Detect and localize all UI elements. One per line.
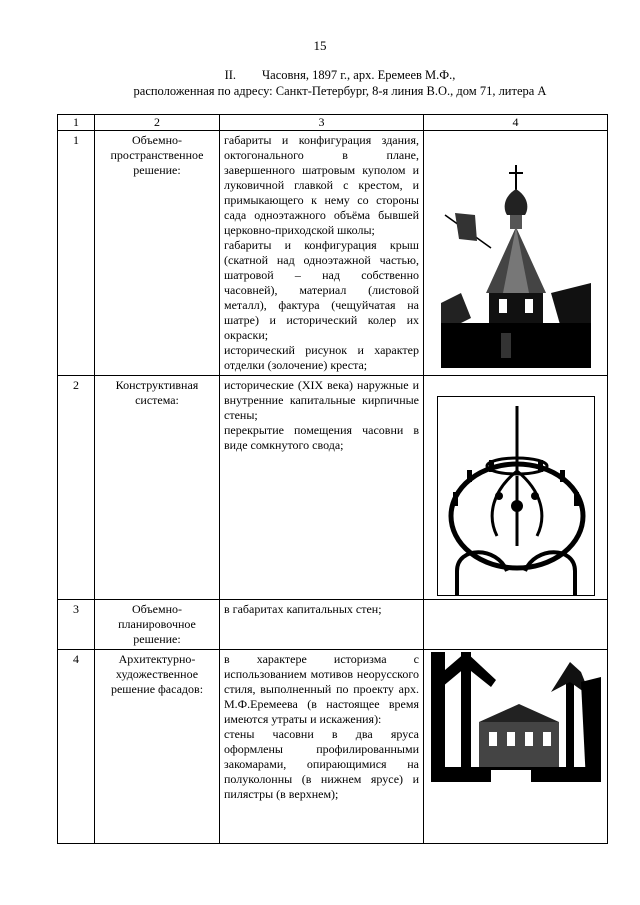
photo-cell bbox=[424, 376, 608, 600]
row-description bbox=[220, 600, 424, 650]
photo-cell bbox=[424, 650, 608, 844]
photo-cell bbox=[424, 131, 608, 376]
description-paragraph: габариты и конфигурация здания, октогонального в плане, завершенного шатровым куполом и луковичной главкой с крестом, и примыкающего к нему со стороны сада одноэтажного объёма бывшей церковно-приходской школы; bbox=[224, 133, 419, 237]
heading-title: Часовня, 1897 г., арх. Еремеев М.Ф., bbox=[262, 68, 456, 82]
row-description bbox=[220, 376, 424, 600]
heading-title-line bbox=[60, 67, 620, 83]
protection-subject-table bbox=[57, 114, 608, 844]
row-number: 2 bbox=[58, 376, 95, 600]
description-paragraph: исторические (XIX века) наружные и внутренние капитальные кирпичные стены; bbox=[224, 378, 419, 422]
column-header: 1 bbox=[58, 115, 95, 131]
table-row bbox=[58, 131, 608, 376]
column-header: 3 bbox=[220, 115, 424, 131]
section-numeral: II. bbox=[224, 68, 237, 82]
column-header: 2 bbox=[95, 115, 220, 131]
row-name: Конструктивная система: bbox=[95, 376, 220, 600]
page-number: 15 bbox=[313, 38, 327, 53]
description-paragraph: исторический рисунок и характер отделки (золочение) креста; bbox=[224, 343, 419, 372]
row-name: Архитектурно-художественное решение фасадов: bbox=[95, 650, 220, 844]
description-paragraph: стены часовни в два яруса оформлены профилированными закомарами, опирающимися на полуколонны (в нижнем ярусе) и пилястры (в верхнем); bbox=[224, 727, 419, 801]
description-paragraph: перекрытие помещения часовни в виде сомкнутого свода; bbox=[224, 423, 419, 452]
chapel-exterior-photo bbox=[441, 143, 591, 368]
description-paragraph: габариты и конфигурация крыш (скатной над одноэтажной частью, шатровой – над собственно часовней), материал (листовой металл), фактура (чещуйчатая на шатре) и исторический колер их окраски; bbox=[224, 238, 419, 342]
description-paragraph: в характере историзма с использованием мотивов неорусского стиля, выполненный по проекту арх. М.Ф.Еремеева (в настоящее время имеются утраты и искажения): bbox=[224, 652, 419, 726]
row-number: 1 bbox=[58, 131, 95, 376]
facade-photo bbox=[431, 652, 601, 782]
row-description bbox=[220, 131, 424, 376]
description-paragraph: в габаритах капитальных стен; bbox=[224, 602, 382, 616]
column-header: 4 bbox=[424, 115, 608, 131]
row-number: 3 bbox=[58, 600, 95, 650]
table-row bbox=[58, 600, 608, 650]
row-name: Объемно-планировочное решение: bbox=[95, 600, 220, 650]
table-row bbox=[58, 650, 608, 844]
heading-address: расположенная по адресу: Санкт-Петербург, 8-я линия В.О., дом 71, литера А bbox=[133, 84, 547, 98]
chandelier-photo bbox=[437, 396, 595, 596]
table-header-row bbox=[58, 115, 608, 131]
row-number: 4 bbox=[58, 650, 95, 844]
row-name: Объемно-пространственное решение: bbox=[95, 131, 220, 376]
photo-cell bbox=[424, 600, 608, 650]
row-description bbox=[220, 650, 424, 844]
document-heading bbox=[60, 67, 620, 99]
table-row bbox=[58, 376, 608, 600]
